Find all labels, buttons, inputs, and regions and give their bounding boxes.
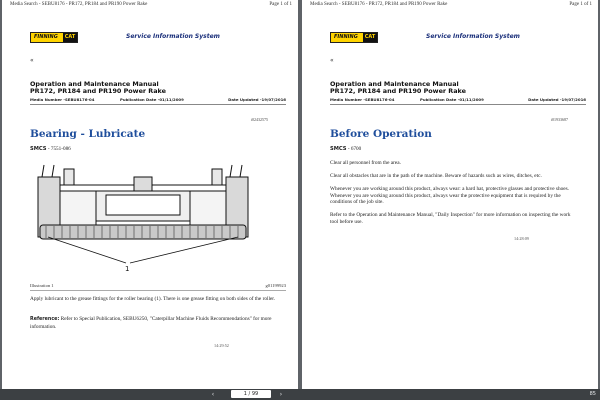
document-ref-id: i01933687 — [550, 117, 568, 122]
brand-row — [30, 32, 288, 44]
date-updated: Date Updated -19/07/2016 — [228, 97, 286, 102]
system-title: Service Information System — [126, 33, 220, 40]
manual-meta — [30, 97, 286, 105]
finning-cat-logo: FINNING CAT — [30, 32, 78, 43]
page-header-count: Page 1 of 1 — [269, 2, 292, 7]
illustration-caption: Illustration 1 g01199923 — [30, 283, 286, 291]
finning-cat-logo: FINNING CAT — [330, 32, 378, 43]
media-number: Media Number -SEBU8176-04 — [330, 97, 395, 102]
back-arrow-icon[interactable]: « — [330, 57, 334, 64]
section-title: Bearing - Lubricate — [30, 128, 146, 140]
manual-title: Operation and Maintenance Manual PR172, PR184 and PR190 Power Rake — [30, 80, 166, 96]
brand-row — [330, 32, 588, 44]
paragraph-protective-equipment: Whenever you are working around this product, always wear: a hard hat, protective glasses and protective shoes. Whenever you are working around this product, always wear the protective equipment that is required by the conditions of the job site. — [330, 186, 570, 206]
document-page-left — [2, 0, 298, 389]
page-header-title: Media Search - SEBU8176 - PR172, PR184 and PR190 Power Rake — [10, 2, 148, 7]
manual-title: Operation and Maintenance Manual PR172, PR184 and PR190 Power Rake — [330, 80, 466, 96]
page-header-count: Page 1 of 1 — [569, 2, 592, 7]
system-title: Service Information System — [426, 33, 520, 40]
document-page-right — [302, 0, 598, 389]
section-title: Before Operation — [330, 128, 432, 140]
back-arrow-icon[interactable]: « — [30, 57, 34, 64]
page-header — [310, 2, 592, 10]
document-ref-id: i02432575 — [250, 117, 268, 122]
lubricate-paragraph: Apply lubricant to the grease fittings for the roller bearing (1). There is one grease fitting on both sides of the roller. — [30, 296, 276, 302]
callout-1: 1 — [125, 265, 130, 273]
paragraph-clear-obstacles: Clear all obstacles that are in the path of the machine. Beware of hazards such as wires, ditches, etc. — [330, 173, 542, 179]
page-number-input[interactable]: 1 / 99 — [231, 390, 271, 398]
zoom-level[interactable]: 85 — [589, 391, 596, 397]
chevron-left-icon[interactable]: ‹ — [211, 391, 215, 398]
chevron-right-icon[interactable]: › — [279, 391, 283, 398]
reference-paragraph: Reference: Refer to Special Publication, SEBU6250, "Caterpillar Machine Fluids Recommendations" for more information. — [30, 316, 272, 330]
publication-date: Publication Date -01/11/2009 — [420, 97, 484, 102]
media-number: Media Number -SEBU8176-04 — [30, 97, 95, 102]
illustration-number: g01199923 — [265, 283, 286, 288]
page-header — [10, 2, 292, 10]
paragraph-daily-inspection: Refer to the Operation and Maintenance Manual, "Daily Inspection" for more information on inspecting the work tool before use. — [330, 212, 571, 225]
smcs-code: SMCS - 6700 — [330, 146, 362, 152]
page-navigator — [207, 390, 295, 399]
page-header-title: Media Search - SEBU8176 - PR172, PR184 and PR190 Power Rake — [310, 2, 448, 7]
viewer-toolbar — [0, 389, 600, 400]
smcs-code: SMCS - 7551-086 — [30, 146, 71, 152]
manual-meta — [330, 97, 586, 105]
publication-date: Publication Date -01/11/2009 — [120, 97, 184, 102]
print-timestamp: 14:28:09 — [514, 236, 529, 241]
power-rake-illustration — [34, 163, 252, 273]
date-updated: Date Updated -19/07/2016 — [528, 97, 586, 102]
print-timestamp: 14:29:52 — [214, 343, 229, 348]
paragraph-clear-personnel: Clear all personnel from the area. — [330, 160, 401, 166]
